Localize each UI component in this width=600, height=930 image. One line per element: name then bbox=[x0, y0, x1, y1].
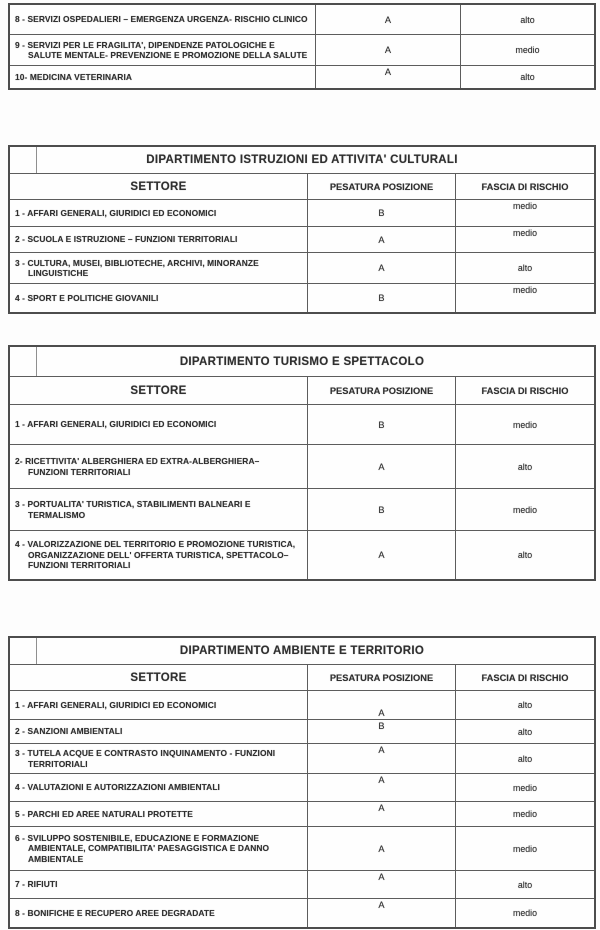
table-row bbox=[10, 404, 594, 444]
settore-label: 3 - CULTURA, MUSEI, BIBLIOTECHE, ARCHIVI, MINORANZE LINGUISTICHE bbox=[15, 257, 259, 278]
column-header-settore: SETTORE bbox=[130, 384, 187, 397]
table-row bbox=[10, 690, 594, 719]
table-row bbox=[10, 199, 594, 226]
fascia-value: medio bbox=[455, 774, 594, 801]
table-title: DIPARTIMENTO TURISMO E SPETTACOLO bbox=[179, 355, 425, 368]
pesatura-value: A bbox=[315, 5, 460, 34]
pesatura-value: A bbox=[307, 691, 455, 719]
pesatura-value: A bbox=[307, 744, 455, 773]
table-row bbox=[10, 530, 594, 579]
column-header-pesatura: PESATURA POSIZIONE bbox=[307, 665, 455, 690]
settore-cell bbox=[10, 744, 307, 773]
settore-cell bbox=[10, 802, 307, 826]
settore-label: 2 - SCUOLA E ISTRUZIONE – FUNZIONI TERRITORIALI bbox=[15, 234, 238, 245]
column-header-fascia: FASCIA DI RISCHIO bbox=[455, 377, 594, 404]
pesatura-value: A bbox=[307, 899, 455, 927]
table-ambiente-territorio bbox=[8, 636, 596, 929]
settore-label: 7 - RIFIUTI bbox=[15, 879, 58, 890]
pesatura-value: A bbox=[307, 802, 455, 826]
settore-label: 5 - PARCHI ED AREE NATURALI PROTETTE bbox=[15, 808, 193, 819]
table-row bbox=[10, 743, 594, 773]
settore-label: 4 - VALORIZZAZIONE DEL TERRITORIO E PROMOZIONE TURISTICA, ORGANIZZAZIONE DELL' OFFERTA TURISTICA, SPETTACOLO– FUNZIONI TERRITORIALI bbox=[15, 539, 296, 571]
table-header-row bbox=[10, 173, 594, 199]
fascia-value: medio bbox=[455, 802, 594, 826]
column-header-fascia: FASCIA DI RISCHIO bbox=[455, 174, 594, 199]
settore-cell bbox=[10, 445, 307, 488]
table-row bbox=[10, 34, 594, 65]
settore-label: 6 - SVILUPPO SOSTENIBILE, EDUCAZIONE E FORMAZIONE AMBIENTALE, COMPATIBILITA' PAESAGGISTICA E DANNO AMBIENTALE bbox=[15, 832, 270, 864]
column-header-settore: SETTORE bbox=[130, 180, 187, 193]
settore-cell bbox=[10, 871, 307, 898]
table-title-row bbox=[10, 147, 594, 173]
table-continuation bbox=[8, 3, 596, 90]
fascia-value: alto bbox=[455, 253, 594, 283]
settore-label: 2 - SANZIONI AMBIENTALI bbox=[15, 726, 123, 737]
pesatura-value: A bbox=[307, 445, 455, 488]
fascia-value: alto bbox=[455, 531, 594, 579]
settore-label: 3 - TUTELA ACQUE E CONTRASTO INQUINAMENTO - FUNZIONI TERRITORIALI bbox=[15, 748, 276, 769]
column-header-pesatura: PESATURA POSIZIONE bbox=[307, 377, 455, 404]
fascia-value: medio bbox=[455, 489, 594, 530]
table-row bbox=[10, 5, 594, 34]
table-istruzioni-cultura bbox=[8, 145, 596, 314]
fascia-value: alto bbox=[455, 691, 594, 719]
column-header-pesatura: PESATURA POSIZIONE bbox=[307, 174, 455, 199]
fascia-value: medio bbox=[455, 405, 594, 444]
pesatura-value: B bbox=[307, 405, 455, 444]
fascia-value: alto bbox=[455, 871, 594, 898]
fascia-value: medio bbox=[455, 227, 594, 252]
fascia-value: alto bbox=[460, 66, 594, 88]
settore-cell bbox=[10, 405, 307, 444]
settore-cell bbox=[10, 253, 307, 283]
settore-label: 8 - SERVIZI OSPEDALIERI – EMERGENZA URGENZA- RISCHIO CLINICO bbox=[15, 14, 308, 25]
pesatura-value: B bbox=[307, 200, 455, 226]
settore-cell bbox=[10, 35, 315, 65]
table-turismo-spettacolo bbox=[8, 345, 596, 581]
settore-cell bbox=[10, 284, 307, 312]
pesatura-value: B bbox=[307, 489, 455, 530]
table-row bbox=[10, 801, 594, 826]
settore-label: 10- MEDICINA VETERINARIA bbox=[15, 71, 133, 82]
table-row bbox=[10, 898, 594, 927]
settore-label: 4 - VALUTAZIONI E AUTORIZZAZIONI AMBIENTALI bbox=[15, 782, 220, 793]
fascia-value: alto bbox=[455, 744, 594, 773]
fascia-value: alto bbox=[455, 445, 594, 488]
table-row bbox=[10, 65, 594, 88]
table-row bbox=[10, 226, 594, 252]
settore-cell bbox=[10, 531, 307, 579]
settore-cell bbox=[10, 899, 307, 927]
table-header-row bbox=[10, 664, 594, 690]
settore-cell bbox=[10, 827, 307, 870]
fascia-value: medio bbox=[455, 827, 594, 870]
pesatura-value: A bbox=[307, 871, 455, 898]
table-row bbox=[10, 444, 594, 488]
pesatura-value: A bbox=[307, 774, 455, 801]
table-row bbox=[10, 773, 594, 801]
table-row bbox=[10, 870, 594, 898]
settore-label: 1 - AFFARI GENERALI, GIURIDICI ED ECONOMICI bbox=[15, 419, 217, 430]
settore-label: 8 - BONIFICHE E RECUPERO AREE DEGRADATE bbox=[15, 907, 215, 918]
table-title: DIPARTIMENTO ISTRUZIONI ED ATTIVITA' CULTURALI bbox=[146, 154, 458, 166]
settore-label: 1 - AFFARI GENERALI, GIURIDICI ED ECONOMICI bbox=[15, 207, 217, 218]
pesatura-value: B bbox=[307, 720, 455, 743]
pesatura-value: A bbox=[307, 253, 455, 283]
table-header-row bbox=[10, 376, 594, 404]
settore-cell bbox=[10, 489, 307, 530]
table-title: DIPARTIMENTO AMBIENTE E TERRITORIO bbox=[179, 645, 425, 657]
settore-cell bbox=[10, 200, 307, 226]
settore-cell bbox=[10, 5, 315, 34]
settore-label: 1 - AFFARI GENERALI, GIURIDICI ED ECONOMICI bbox=[15, 699, 217, 710]
settore-label: 9 - SERVIZI PER LE FRAGILITA', DIPENDENZE PATOLOGICHE E SALUTE MENTALE- PREVENZIONE E PROMOZIONE DELLA SALUTE bbox=[15, 39, 308, 60]
pesatura-value: A bbox=[315, 35, 460, 65]
fascia-value: medio bbox=[455, 200, 594, 226]
table-row bbox=[10, 719, 594, 743]
fascia-value: alto bbox=[460, 5, 594, 34]
table-row bbox=[10, 826, 594, 870]
pesatura-value: A bbox=[307, 531, 455, 579]
column-header-fascia: FASCIA DI RISCHIO bbox=[455, 665, 594, 690]
settore-label: 2- RICETTIVITA' ALBERGHIERA ED EXTRA-ALBERGHIERA– FUNZIONI TERRITORIALI bbox=[15, 456, 260, 477]
settore-cell bbox=[10, 691, 307, 719]
pesatura-value: A bbox=[307, 227, 455, 252]
settore-label: 4 - SPORT E POLITICHE GIOVANILI bbox=[15, 292, 159, 303]
fascia-value: medio bbox=[455, 899, 594, 927]
settore-cell bbox=[10, 774, 307, 801]
settore-label: 3 - PORTUALITA' TURISTICA, STABILIMENTI BALNEARI E TERMALISMO bbox=[15, 499, 251, 520]
table-row bbox=[10, 252, 594, 283]
settore-cell bbox=[10, 66, 315, 88]
settore-cell bbox=[10, 227, 307, 252]
column-header-settore: SETTORE bbox=[130, 671, 187, 684]
fascia-value: medio bbox=[460, 35, 594, 65]
pesatura-value: A bbox=[315, 66, 460, 88]
pesatura-value: A bbox=[307, 827, 455, 870]
settore-cell bbox=[10, 720, 307, 743]
table-row bbox=[10, 488, 594, 530]
table-row bbox=[10, 283, 594, 312]
fascia-value: medio bbox=[455, 284, 594, 312]
pesatura-value: B bbox=[307, 284, 455, 312]
fascia-value: alto bbox=[455, 720, 594, 743]
table-title-row bbox=[10, 347, 594, 376]
table-title-row bbox=[10, 638, 594, 664]
